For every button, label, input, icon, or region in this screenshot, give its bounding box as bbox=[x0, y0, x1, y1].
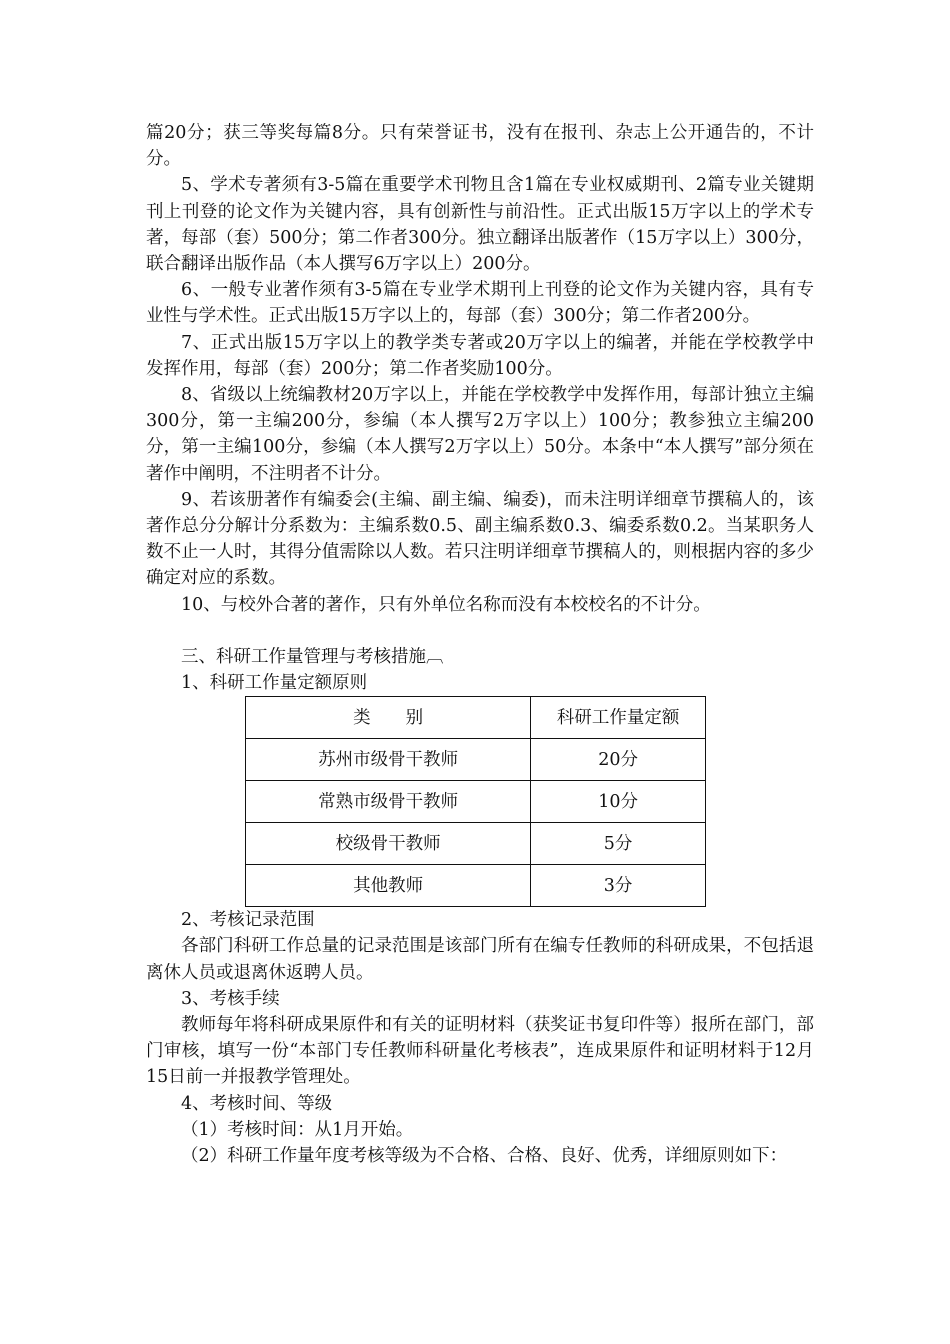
subheading-time-grade: 4、考核时间、等级 bbox=[181, 1093, 333, 1114]
table-cell-category: 其他教师 bbox=[246, 865, 531, 907]
table-cell-quota: 5分 bbox=[531, 823, 706, 865]
table-row bbox=[246, 823, 706, 865]
paragraph-item-10: 10、与校外合著的著作，只有外单位名称而没有本校校名的不计分。 bbox=[181, 594, 711, 615]
paragraph-record-scope: 各部门科研工作总量的记录范围是该部门所有在编专任教师的科研成果，不包括退离休人员或退离休返聘人员。 bbox=[146, 936, 814, 983]
document-page bbox=[146, 120, 814, 1169]
table-header-quota: 科研工作量定额 bbox=[531, 697, 706, 739]
paragraph-item-7: 7、正式出版15万字以上的教学类专著或20万字以上的编著，并能在学校教学中发挥作用，每部（套）200分；第二作者奖励100分。 bbox=[146, 332, 814, 379]
paragraph-scoring-continued: 篇20分；获三等奖每篇8分。只有荣誉证书，没有在报刊、杂志上公开通告的，不计分。 bbox=[146, 123, 814, 170]
table-cell-category: 常熟市级骨干教师 bbox=[246, 781, 531, 823]
table-row bbox=[246, 781, 706, 823]
paragraph-assessment-grades: （2）科研工作量年度考核等级为不合格、合格、良好、优秀，详细原则如下： bbox=[181, 1146, 788, 1167]
blank-line bbox=[146, 618, 814, 644]
subheading-record-scope: 2、考核记录范围 bbox=[181, 910, 315, 931]
table-cell-quota: 3分 bbox=[531, 865, 706, 907]
workload-quota-table bbox=[245, 696, 706, 907]
paragraph-item-5: 5、学术专著须有3-5篇在重要学术刊物且含1篇在专业权威期刊、2篇专业关键期刊上刊登的论文作为关键内容，具有创新性与前沿性。正式出版15万字以上的学术专著，每部（套）500分；第二作者300分。独立翻译出版著作（15万字以上）300分，联合翻译出版作品（本人撰写6万字以上）200分。 bbox=[146, 175, 814, 275]
table-header-row bbox=[246, 697, 706, 739]
table-cell-category: 苏州市级骨干教师 bbox=[246, 739, 531, 781]
table-cell-quota: 20分 bbox=[531, 739, 706, 781]
table-cell-category: 校级骨干教师 bbox=[246, 823, 531, 865]
paragraph-item-9: 9、若该册著作有编委会(主编、副主编、编委)，而未注明详细章节撰稿人的，该著作总分分解计分系数为：主编系数0.5、副主编系数0.3、编委系数0.2。当某职务人数不止一人时，其得分值需除以人数。若只注明详细章节撰稿人的，则根据内容的多少确定对应的系数。 bbox=[146, 489, 814, 589]
subheading-procedure: 3、考核手续 bbox=[181, 988, 280, 1009]
paragraph-item-6: 6、一般专业著作须有3-5篇在专业学术期刊上刊登的论文作为关键内容，具有专业性与学术性。正式出版15万字以上的，每部（套）300分；第二作者200分。 bbox=[146, 280, 814, 327]
table-row bbox=[246, 865, 706, 907]
table-header-category: 类 别 bbox=[246, 697, 531, 739]
paragraph-assessment-time: （1）考核时间：从1月开始。 bbox=[181, 1119, 414, 1140]
section-heading: 三、科研工作量管理与考核措施︹ bbox=[181, 646, 444, 667]
table-cell-quota: 10分 bbox=[531, 781, 706, 823]
subheading-quota-principle: 1、科研工作量定额原则 bbox=[181, 673, 368, 694]
paragraph-procedure: 教师每年将科研成果原件和有关的证明材料（获奖证书复印件等）报所在部门，部门审核，填写一份“本部门专任教师科研量化考核表”，连成果原件和证明材料于12月15日前一并报教学管理处。 bbox=[146, 1015, 814, 1088]
table-row bbox=[246, 739, 706, 781]
paragraph-item-8: 8、省级以上统编教材20万字以上，并能在学校教学中发挥作用，每部计独立主编300分，第一主编200分，参编（本人撰写2万字以上）100分；教参独立主编200分，第一主编100分，参编（本人撰写2万字以上）50分。本条中“本人撰写”部分须在著作中阐明，不注明者不计分。 bbox=[146, 385, 814, 484]
